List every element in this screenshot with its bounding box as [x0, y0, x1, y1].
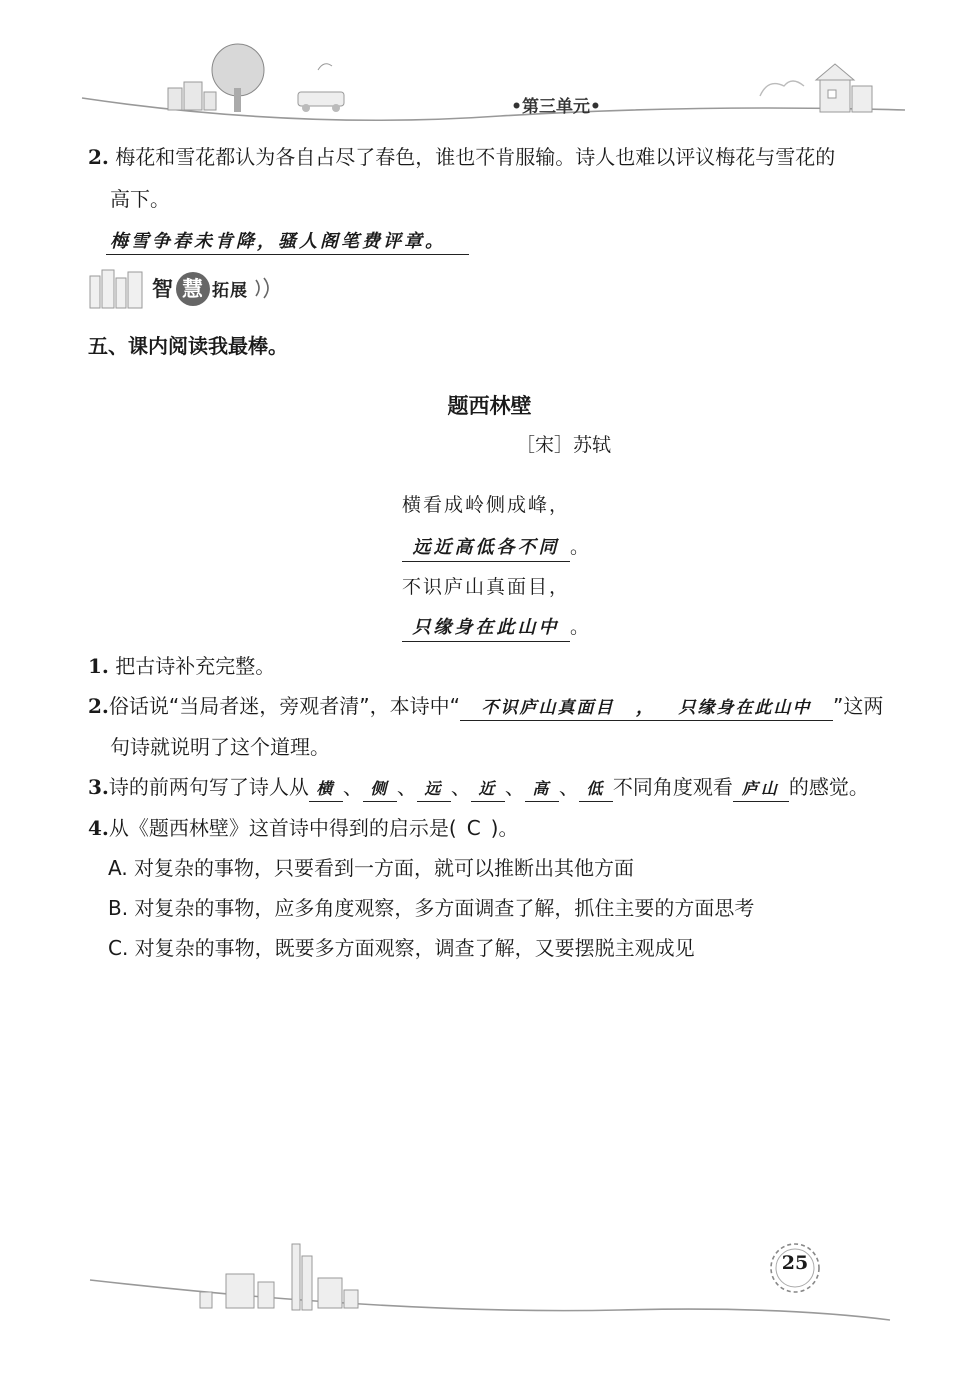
q3-answer-3: 远 — [417, 777, 451, 802]
poem-title: 题西林壁 — [447, 394, 532, 418]
poem-author: ［宋］苏轼 — [516, 434, 612, 456]
page-number: 25 — [781, 1252, 809, 1274]
q3-number: 3. — [88, 775, 109, 799]
q4-text-a: 从《题西林壁》这首诗中得到的启示是( — [108, 816, 457, 840]
q2-line2: 句诗就说明了这个道理。 — [110, 735, 330, 759]
q3-sep-1: 、 — [342, 775, 363, 799]
poem-line-2 — [402, 532, 591, 562]
q4-text-b: )。 — [490, 816, 519, 840]
section-title: 五、课内阅读我最棒。 — [88, 334, 288, 358]
q3-answer-c: 庐山 — [733, 777, 789, 802]
prev-q2-line2: 高下。 — [110, 187, 170, 211]
prev-q2-line1 — [88, 143, 835, 171]
poem-line-4-answer: 只缘身在此山中 — [402, 615, 570, 642]
q2-sep: ， — [636, 696, 657, 721]
poem-line-3: 不识庐山真面目， — [402, 576, 571, 598]
q4-option-a: A. 对复杂的事物，只要看到一方面，就可以推断出其他方面 — [108, 856, 635, 880]
poem-line-1: 横看成岭侧成峰， — [402, 494, 571, 516]
q4-option-b: B. 对复杂的事物，应多角度观察，多方面调查了解，抓住主要的方面思考 — [108, 896, 755, 920]
question-1 — [88, 652, 275, 680]
q1-text: 把古诗补充完整。 — [115, 654, 276, 678]
question-3 — [88, 773, 869, 802]
q1-number: 1. — [88, 654, 109, 678]
q3-text-a: 诗的前两句写了诗人从 — [108, 775, 309, 799]
prev-q2-answer-line — [106, 226, 469, 255]
badge-rest: 拓展 — [212, 281, 248, 301]
q3-text-c: 的感觉。 — [788, 775, 869, 799]
q3-sep-4: 、 — [504, 775, 525, 799]
q3-answer-6: 低 — [579, 777, 613, 802]
footer-decoration — [0, 1230, 979, 1340]
badge-char2: 慧 — [176, 272, 210, 306]
prev-q2-text1: 梅花和雪花都认为各自占尽了春色，谁也不肯服输。诗人也难以评议梅花与雪花的 — [115, 145, 836, 169]
question-2 — [88, 692, 883, 721]
prev-q2-number: 2. — [88, 145, 109, 169]
q3-answer-5: 高 — [525, 777, 559, 802]
q4-option-c: C. 对复杂的事物，既要多方面观察，调查了解，又要摆脱主观成见 — [108, 936, 695, 960]
poem-line-2-answer: 远近高低各不同 — [402, 535, 570, 562]
q3-sep-5: 、 — [558, 775, 579, 799]
q3-text-b: 不同角度观看 — [612, 775, 733, 799]
badge-char1: 智 — [152, 277, 174, 301]
q4-answer: C — [466, 816, 481, 840]
q3-answer-2: 侧 — [363, 777, 397, 802]
poem-line-4-end: 。 — [570, 616, 592, 638]
poem-line-4 — [402, 612, 591, 642]
question-4 — [88, 814, 518, 842]
q3-sep-3: 、 — [450, 775, 471, 799]
q2-number: 2. — [88, 694, 109, 718]
q2-text-a: 俗话说“当局者迷，旁观者清”，本诗中“ — [108, 694, 460, 718]
q3-answer-4: 近 — [471, 777, 505, 802]
q2-text-b: ”这两 — [832, 694, 884, 718]
poem-line-2-end: 。 — [570, 536, 592, 558]
unit-title: •第三单元• — [511, 97, 601, 117]
q3-answer-1: 横 — [309, 777, 343, 802]
q2-answer-b: 只缘身在此山中 — [657, 696, 833, 721]
prev-q2-answer: 梅雪争春未肯降，骚人阁笔费评章。 — [106, 230, 469, 255]
badge-wisdom-expansion — [152, 272, 248, 306]
q3-sep-2: 、 — [396, 775, 417, 799]
q4-number: 4. — [88, 816, 109, 840]
q2-answer-a: 不识庐山真面目 — [460, 696, 636, 721]
